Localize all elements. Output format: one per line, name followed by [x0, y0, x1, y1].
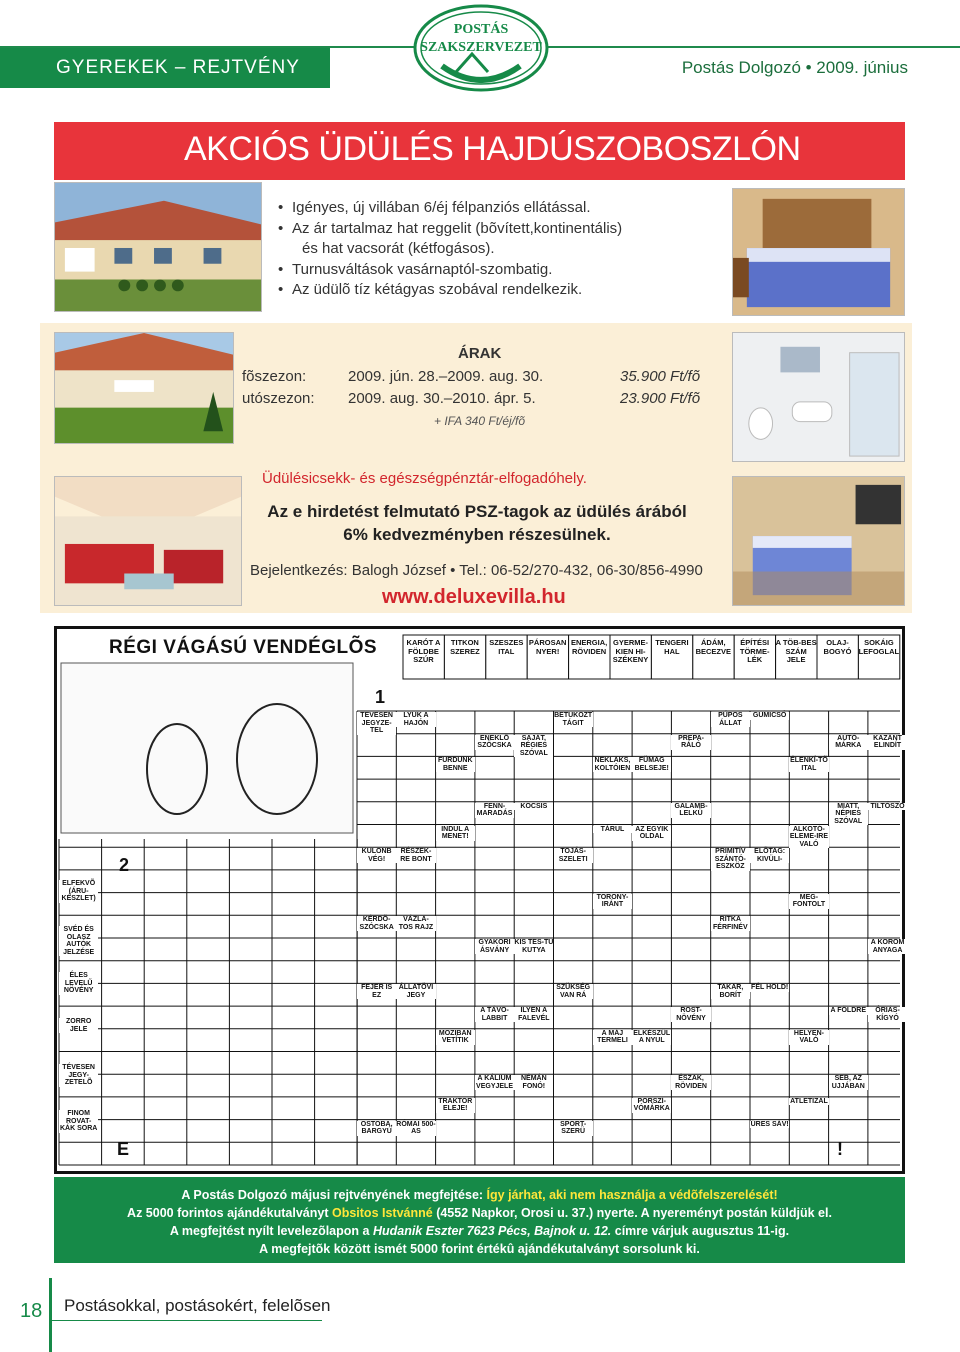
- ad-feature-item: • Igényes, új villában 6/éj félpanziós ellátással.: [276, 198, 656, 219]
- crossword-clue: TILTÓSZÓ: [868, 803, 907, 811]
- winner-text: (4552 Napkor, Orosi u. 37.) nyerte. A nyereményt postán küldjük el.: [432, 1206, 832, 1220]
- crossword-top-clue: SOKÁIG LEFOGLAL: [858, 638, 900, 656]
- crossword-clue: TRAKTOR ELEJE!: [436, 1098, 475, 1113]
- crossword-clue: FEJER IS EZ: [357, 984, 396, 999]
- crossword-clue: LYUK A HAJÓN: [396, 712, 435, 727]
- crossword-clue: KOCSIS: [514, 803, 553, 811]
- season-price: 35.900 Ft/fõ: [620, 368, 701, 385]
- crossword-top-clue: TITKON SZEREZ: [450, 638, 480, 656]
- crossword-clue: SAJÁT, RÉGIES SZÓVAL: [514, 735, 553, 758]
- crossword-clue: TORONY-IRÁNT: [593, 894, 632, 909]
- crossword-row-number: 2: [119, 855, 130, 875]
- crossword-clue: SZÜKSÉG VAN RÁ: [554, 984, 593, 999]
- ad-feature-list: [276, 198, 656, 301]
- crossword-clue: MIATT, NÉPIES SZÓVAL: [829, 803, 868, 826]
- crossword-clue: PREPA-RÁLÓ: [671, 735, 710, 750]
- crossword-top-clue: SZESZES ITAL: [489, 638, 524, 656]
- crossword-clue: ÉLENKÍ-TÕ ITAL: [790, 757, 828, 772]
- living-room-photo: [54, 476, 242, 606]
- crossword-top-clue: TENGERI HAL: [655, 638, 689, 656]
- ad-feature-item: • Az üdülõ tíz kétágyas szobával rendelkezik.: [276, 280, 656, 301]
- crossword-clue: SEB, AZ UJJÁBAN: [829, 1075, 868, 1090]
- crossword-clue: AZ EGYIK OLDAL: [632, 826, 671, 841]
- crossword-clue: OSTOBA, BARGYÚ: [357, 1121, 396, 1136]
- season-dates: 2009. jún. 28.–2009. aug. 30.: [348, 368, 544, 385]
- tourist-tax-note: + IFA 340 Ft/éj/fõ: [434, 414, 526, 428]
- crossword-top-clue: ENERGIA, RÖVIDEN: [570, 638, 608, 656]
- crossword-clue: AUTÓ-MÁRKA: [829, 735, 868, 750]
- crossword-title: RÉGI VÁGÁSÚ VENDÉGLÕS: [109, 637, 378, 658]
- submission-text: címre várjuk augusztus 11-ig.: [611, 1224, 790, 1238]
- crossword-clue: KULONB VÉG!: [357, 848, 396, 863]
- winner-line: [54, 1204, 905, 1222]
- crossword-clue: ÉLES LEVELŰ NÖVÉNY: [59, 972, 98, 995]
- season-price: 23.900 Ft/fõ: [620, 390, 701, 407]
- footer-slogan: Postásokkal, postásokért, felelõsen: [64, 1296, 331, 1315]
- crossword-clue: ENEKLÕ SZÖCSKA: [475, 735, 514, 750]
- crossword-clue: FURDUNK BENNE: [436, 757, 475, 772]
- crossword-clue: TAKAR, BORÍT: [711, 984, 750, 999]
- cartoon-illustration: [61, 663, 353, 833]
- crossword-clue: BETŰKOZT TÁGIT: [554, 712, 593, 727]
- crossword-clue: INDUL A MENET!: [436, 826, 475, 841]
- website-link[interactable]: www.deluxevilla.hu: [382, 586, 566, 608]
- crossword-clue: HELYEN-VALÓ: [789, 1030, 828, 1045]
- crossword-clue: ILYEN A FALEVÉL: [514, 1007, 553, 1022]
- page-number: 18: [20, 1300, 43, 1322]
- crossword-clue: A KOROM ANYAGA: [868, 939, 907, 954]
- crossword-clue: TÉVESEN JEGYZE-TEL: [357, 712, 396, 735]
- crossword-clue: PÚPOS ÁLLAT: [711, 712, 750, 727]
- crossword-row-number: !: [837, 1139, 843, 1159]
- prices-title: ÁRAK: [458, 345, 502, 362]
- voucher-acceptance-note: Üdülésicsekk- és egészségpénztár-elfogadóhely.: [262, 470, 587, 487]
- crossword-clue: ÜRES SÁV!: [750, 1120, 789, 1128]
- solution-line: [54, 1186, 905, 1204]
- crossword-clue: ALKOTÓ-ELEME-IRE VALÓ: [789, 825, 828, 848]
- submission-address: Hudanik Eszter 7623 Pécs, Bajnok u. 12.: [372, 1224, 612, 1238]
- crossword-clue: KÉRDÕ-SZÓCSKA: [357, 916, 396, 931]
- season-label: fõszezon:: [242, 368, 307, 385]
- crossword-row-number: 1: [375, 687, 386, 707]
- crossword-clue: ELKÉSZÜL A NYUL: [633, 1029, 671, 1045]
- submission-text: A megfejtést nyílt levelezõlapon a: [169, 1224, 373, 1238]
- prize-line: A megfejtõk között ismét 5000 forint értékû ajándékutalványt sorsolunk ki.: [259, 1242, 700, 1256]
- crossword-clue: MOZIBAN VETÍTIK: [436, 1030, 475, 1045]
- crossword-clue: FINOM ROVAT-KÁK SORA: [59, 1110, 98, 1132]
- crossword-top-clue: A TÖB-BES SZÁM JELE: [775, 638, 817, 664]
- bathroom-photo: [732, 332, 905, 462]
- discount-line: 6% kedvezményben részesülnek.: [343, 525, 611, 544]
- crossword-row-number: E: [117, 1139, 130, 1159]
- crossword-clue: FÜMAG BELSEJE!: [632, 757, 671, 772]
- crossword-clue: ATLETIZÁL: [790, 1097, 828, 1105]
- previous-solution-box: [54, 1177, 905, 1263]
- crossword-clue: SPORT-SZERÜ: [554, 1121, 593, 1136]
- crossword-clue: NEKLAKS, KOLTÓIEN: [594, 757, 631, 772]
- logo-text-bottom: SZAKSZERVEZET: [420, 40, 542, 55]
- crossword-clue: VÁZLA-TOS RAJZ: [396, 916, 435, 931]
- winner-name: Obsitos Istvánné: [331, 1206, 433, 1220]
- crossword-clue: FENN-MARADÁS: [476, 802, 513, 818]
- postas-szakszervezet-logo: [412, 4, 550, 92]
- garden-photo: [54, 332, 234, 444]
- season-label: utószezon:: [242, 390, 315, 407]
- logo-text-top: POSTÁS: [453, 22, 509, 37]
- crossword-top-clue: KARÓT A FÖLDBE SZÚR: [406, 638, 441, 664]
- crossword-clue: TOJÁS-SZELETI: [554, 848, 593, 863]
- discount-line: Az e hirdetést felmutató PSZ-tagok az üdülés árából: [267, 502, 687, 521]
- ad-feature-item: • Az ár tartalmaz hat reggelit (bõvített,kontinentális): [276, 219, 656, 240]
- ad-feature-item: • Turnusváltások vasárnaptól-szombatig.: [276, 260, 656, 281]
- footer-rule: [52, 1320, 322, 1321]
- crossword-clue: RITKA FÉRFINÉV: [711, 916, 750, 931]
- crossword-top-clue: PÁROSAN NYER!: [528, 638, 567, 656]
- double-bedroom-photo: [732, 476, 905, 606]
- price-row-post-season: [242, 390, 712, 410]
- solution-text: A Postás Dolgozó májusi rejtvényének megfejtése:: [181, 1188, 487, 1202]
- section-label: GYEREKEK – REJTVÉNY: [0, 48, 330, 88]
- crossword-clue: ELÕTAG: KIVÜLI-: [750, 848, 789, 863]
- crossword-clue: ELFEKVÕ (ÁRU-KÉSZLET): [59, 880, 98, 903]
- price-row-main-season: [242, 368, 712, 388]
- crossword-clue: RÉSZEK-RE BONT: [396, 848, 435, 863]
- crossword-clue: MEG-FONTOLT: [789, 894, 828, 909]
- crossword-puzzle: [54, 626, 905, 1174]
- crossword-top-clue: GYERME-KIEN HI-SZÉKENY: [612, 638, 649, 664]
- crossword-clue: A TÁVO-LABBIT: [475, 1007, 514, 1022]
- crossword-clue: KAZÁNT ELINDÍT: [868, 735, 907, 750]
- crossword-clue: ROST-NÖVÉNY: [671, 1007, 710, 1022]
- ad-feature-item-continued: és hat vacsorát (kétfogásos).: [302, 240, 495, 257]
- crossword-top-clue: ÁDÁM, BECEZVE: [695, 638, 732, 656]
- crossword-clue: GALAMB-LELKÜ: [671, 803, 710, 818]
- solution-answer: Így járhat, aki nem használja a védõfelszerelését!: [486, 1188, 778, 1202]
- crossword-clue: ÓRIÁS-KÍGYÓ: [868, 1007, 907, 1022]
- booking-contact: Bejelentkezés: Balogh József • Tel.: 06-52/270-432, 06-30/856-4990: [250, 562, 703, 579]
- crossword-clue: ZORRO JELE: [59, 1018, 98, 1033]
- crossword-clue: SVÉD ÉS OLASZ AUTÓK JELZÉSE: [59, 926, 98, 956]
- crossword-clue: ÉSZAK, RÖVIDEN: [671, 1075, 710, 1090]
- crossword-clue: TÁRUL: [593, 826, 632, 834]
- crossword-clue: A MÁJ TERMELI: [593, 1030, 632, 1045]
- crossword-clue: TÉVESEN JEGY-ZETELÕ: [59, 1064, 98, 1087]
- season-dates: 2009. aug. 30.–2010. ápr. 5.: [348, 390, 536, 407]
- crossword-clue: PRIMITÍV SZÁNTÓ-ESZKÖZ: [711, 848, 750, 871]
- publication-info: Postás Dolgozó • 2009. június: [681, 58, 908, 77]
- crossword-top-clue: ÉPÍTÉSI TÖRME-LÉK: [739, 638, 770, 664]
- member-discount-note: [232, 500, 722, 546]
- crossword-clue: ÁLLATÖVI JEGY: [396, 984, 435, 999]
- crossword-clue: A KÁLIUM VEGYJELE: [476, 1075, 514, 1090]
- ad-title: AKCIÓS ÜDÜLÉS HAJDÚSZOBOSZLÓN: [54, 122, 905, 180]
- winner-text: Az 5000 forintos ajándékutalványt: [127, 1206, 332, 1220]
- villa-exterior-photo: [54, 182, 262, 312]
- crossword-clue: PORSZÍ-VÓMÁRKA: [633, 1097, 670, 1113]
- crossword-clue: RÓMAI 500-AS: [396, 1120, 436, 1136]
- submission-line: [54, 1222, 905, 1240]
- crossword-clue: GUMICSÓ: [750, 712, 789, 720]
- crossword-top-clue: OLAJ-BOGYÓ: [823, 638, 852, 656]
- crossword-clue: NÉMÁN FONÓ!: [514, 1075, 553, 1090]
- crossword-clue: FÉL HOLD!: [751, 984, 789, 992]
- crossword-clue: GYAKORI ÁSVÁNY: [475, 939, 514, 954]
- crossword-clue: KIS TES-TÜ KUTYA: [514, 939, 554, 954]
- crossword-clue: A FÖLDRE: [830, 1007, 866, 1015]
- bedroom-photo: [732, 188, 905, 316]
